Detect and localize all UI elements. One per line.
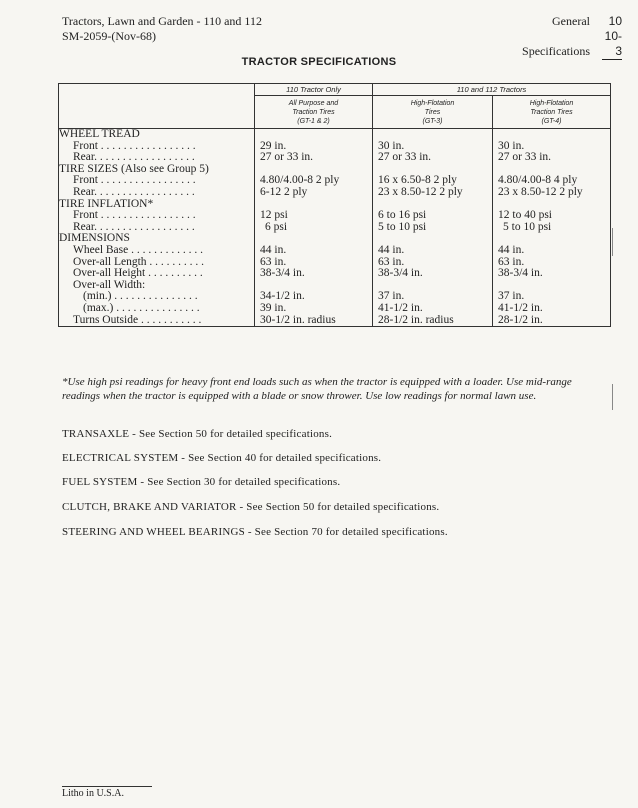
section-reference-electrical: ELECTRICAL SYSTEM - See Section 40 for detailed specifications. xyxy=(62,452,382,464)
row-label: Wheel Base . . . . . . . . . . . . . xyxy=(73,244,203,256)
section-reference-fuel: FUEL SYSTEM - See Section 30 for detailed specifications. xyxy=(62,476,341,488)
column-gt1-2-values: 29 in. 27 or 33 in. 4.80/4.00-8 2 ply 6-12 2 ply 12 psi 6 psi 44 in. 63 in. 38-3/4 in. 34-1/2 in. 39 in. 30-1/2 in. radius xyxy=(255,129,373,327)
row-label: Over-all Width: xyxy=(73,279,146,291)
column-header-gt4: High-Flotation Traction Tires (GT-4) xyxy=(493,96,611,129)
section-reference-transaxle: TRANSAXLE - See Section 50 for detailed specifications. xyxy=(62,428,333,440)
section-name: General xyxy=(552,14,590,28)
category-label: TIRE SIZES (Also see Group 5) xyxy=(59,163,209,175)
column-header-gt3: High-Flotation Tires (GT-3) xyxy=(373,96,493,129)
row-label: Over-all Length . . . . . . . . . . xyxy=(73,256,205,268)
section-reference-steering: STEERING AND WHEEL BEARINGS - See Section 70 for detailed specifications. xyxy=(62,526,448,538)
page-title: TRACTOR SPECIFICATIONS xyxy=(241,56,397,68)
column-header-gt1-2: All Purpose and Traction Tires (GT-1 & 2) xyxy=(255,96,373,129)
row-label: (min.) . . . . . . . . . . . . . . . xyxy=(83,291,198,303)
row-label: Over-all Height . . . . . . . . . . xyxy=(73,268,203,280)
group-name: Specifications xyxy=(522,44,590,58)
row-label: Front . . . . . . . . . . . . . . . . . xyxy=(73,175,196,187)
page-number: 10-3 xyxy=(602,29,622,60)
row-label: Turns Outside . . . . . . . . . . . xyxy=(73,314,202,326)
category-label: TIRE INFLATION* xyxy=(59,198,154,210)
label-header-cell xyxy=(59,84,255,129)
row-label: (max.) . . . . . . . . . . . . . . . xyxy=(83,302,200,314)
row-label: Front . . . . . . . . . . . . . . . . . xyxy=(73,210,196,222)
section-number: 10 xyxy=(608,14,622,28)
row-label: Rear. . . . . . . . . . . . . . . . . . xyxy=(73,221,195,233)
category-label: DIMENSIONS xyxy=(59,233,130,245)
manual-title: Tractors, Lawn and Garden - 110 and 112 xyxy=(62,14,262,28)
row-labels xyxy=(59,129,255,327)
margin-change-bar xyxy=(612,384,613,410)
manual-code: SM-2059-(Nov-68) xyxy=(62,29,156,43)
row-label: Rear. . . . . . . . . . . . . . . . . . xyxy=(73,152,195,164)
page-header-left xyxy=(62,14,262,44)
specifications-table xyxy=(58,83,611,327)
row-label: Rear. . . . . . . . . . . . . . . . . . xyxy=(73,186,195,198)
section-reference-clutch: CLUTCH, BRAKE AND VARIATOR - See Section 50 for detailed specifications. xyxy=(62,501,440,513)
column-gt3-values: 30 in. 27 or 33 in. 16 x 6.50-8 2 ply 23 x 8.50-12 2 ply 6 to 16 psi 5 to 10 psi 44 in. 63 in. 38-3/4 in. 37 in. 41-1/2 in. 28-1/2 in. radius xyxy=(373,129,493,327)
group-header-110-112: 110 and 112 Tractors xyxy=(373,84,611,96)
page-header-right xyxy=(522,14,622,60)
row-label: Front . . . . . . . . . . . . . . . . . xyxy=(73,140,196,152)
group-header-110: 110 Tractor Only xyxy=(255,84,373,96)
inflation-footnote: *Use high psi readings for heavy front end loads such as when the tractor is equipped with a loader. Use mid-range readings when the tractor is equipped with a blade or snow thrower. Use low readings for normal lawn use. xyxy=(62,376,572,402)
page-footer: Litho in U.S.A. xyxy=(62,786,152,799)
category-label: WHEEL TREAD xyxy=(59,129,140,140)
column-gt4-values: 30 in. 27 or 33 in. 4.80/4.00-8 4 ply 23 x 8.50-12 2 ply 12 to 40 psi 5 to 10 psi 44 in. 63 in. 38-3/4 in. 37 in. 41-1/2 in. 28-1/2 in. xyxy=(493,129,611,327)
margin-change-bar xyxy=(612,228,613,256)
